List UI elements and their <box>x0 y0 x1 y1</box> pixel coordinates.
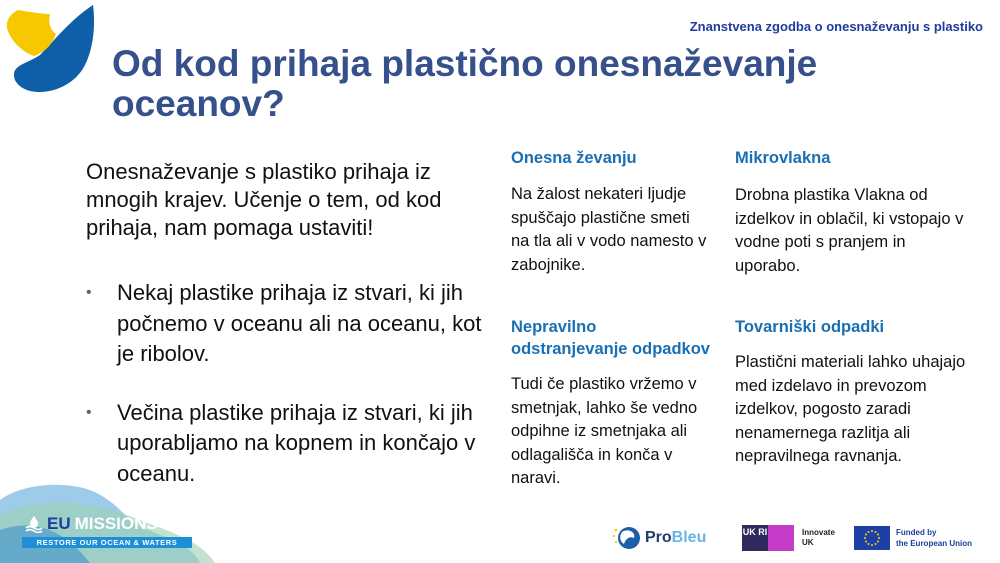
probleu-swirl-icon <box>612 524 642 552</box>
card-heading: Mikrovlakna <box>735 149 831 167</box>
card-heading: Nepravilno odstranjevanje odpadkov <box>511 318 710 358</box>
ukri-mark: UK RI <box>742 525 768 551</box>
card-heading: Onesna ževanju <box>511 149 637 167</box>
card-body: Na žalost nekateri ljudje spuščajo plastične smeti na tla ali v vodo namesto v zabojnike. <box>511 185 707 274</box>
bullet-icon: • <box>86 284 92 301</box>
card-improper-disposal <box>511 316 711 487</box>
card-body: Drobna plastika Vlakna od izdelkov in oblačil, ki vstopajo v vodne poti s pranjem in uporabo. <box>735 186 964 275</box>
eu-missions-wordmark <box>25 514 158 534</box>
bullet-item <box>86 398 496 490</box>
innovate-line: Innovate <box>802 528 835 537</box>
eu-label: EU <box>47 514 71 533</box>
mission-logo-icon <box>0 0 100 100</box>
eu-funding-logo <box>854 526 972 550</box>
ukri-pink-block <box>768 525 794 551</box>
intro-paragraph: Onesnaževanje s plastiko prihaja iz mnogih krajev. Učenje o tem, od kod prihaja, nam pomaga ustaviti! <box>86 159 442 240</box>
bullet-item <box>86 278 496 370</box>
partner-logos <box>612 520 972 556</box>
card-microfibers <box>735 147 975 278</box>
innovate-uk-logo <box>742 525 842 551</box>
card-factory-waste <box>735 316 985 469</box>
probleu-pro-text: Pro <box>645 529 672 546</box>
funded-by-line: Funded by <box>896 528 937 537</box>
card-body: Plastični materiali lahko uhajajo med izdelavo in prevozom izdelkov, pogosto zaradi nenamernega razlitja ali nepravilnega ravnanja. <box>735 353 966 465</box>
european-union-line: the European Union <box>896 539 972 548</box>
card-littering <box>511 147 711 274</box>
probleu-bleu-text: Bleu <box>671 529 707 546</box>
missions-label: MISSIONS <box>74 514 158 533</box>
card-heading: Tovarniški odpadki <box>735 318 885 336</box>
probleu-logo <box>612 524 718 552</box>
eu-flag-icon <box>854 526 890 550</box>
bullet-text: Nekaj plastike prihaja iz stvari, ki jih počnemo v oceanu ali na oceanu, kot je ribolov. <box>117 280 482 366</box>
uk-line: UK <box>802 538 814 547</box>
innovate-uk-text <box>802 528 835 548</box>
eu-missions-tagline: RESTORE OUR OCEAN & WATERS <box>22 537 192 548</box>
bullet-icon: • <box>86 403 92 421</box>
card-body: Tudi če plastiko vržemo v smetnjak, lahko še vedno odpihne iz smetnjaka ali odlagališča in konča v naravi. <box>511 375 698 487</box>
presentation-tag: Znanstvena zgodba o onesnaževanju s plastiko <box>689 19 983 34</box>
bullet-text: Večina plastike prihaja iz stvari, ki jih uporabljamo na kopnem in končajo v oceanu. <box>117 399 476 486</box>
eu-missions-logo <box>0 480 220 563</box>
water-drop-icon <box>25 515 43 533</box>
eu-funding-text <box>896 527 972 549</box>
slide-title: Od kod prihaja plastično onesnaževanje oceanov? <box>112 43 818 124</box>
